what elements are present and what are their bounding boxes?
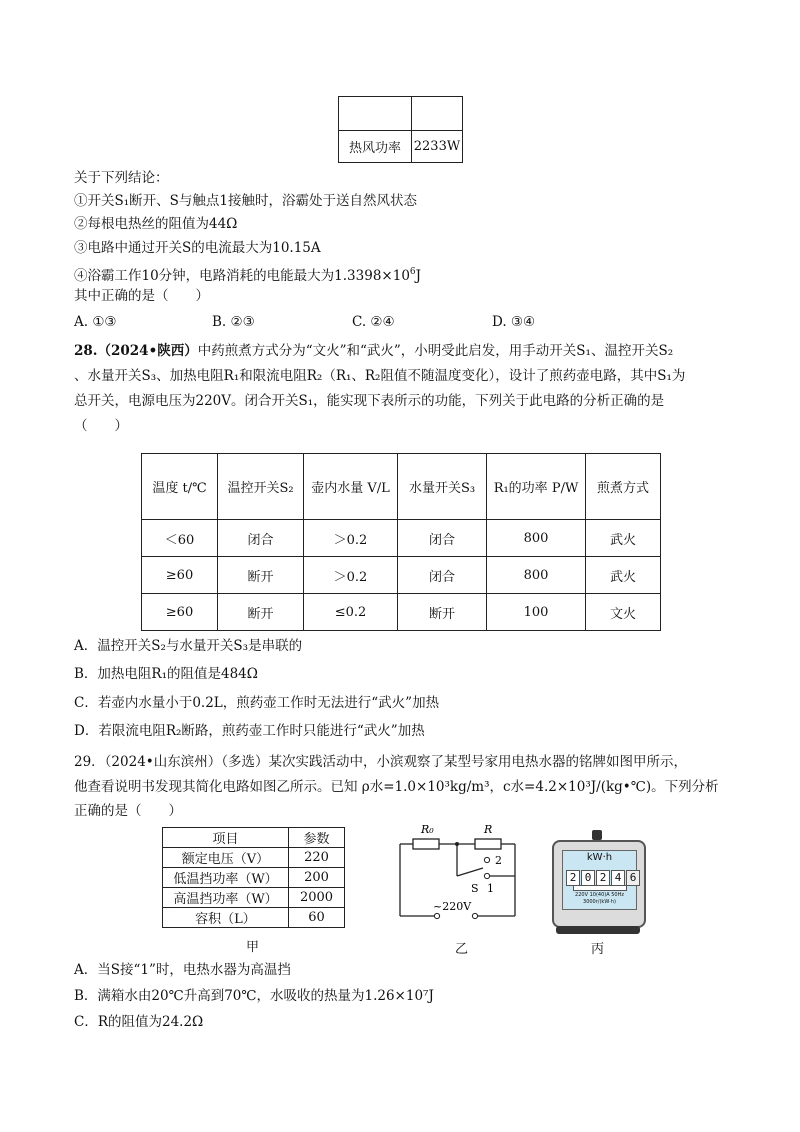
table-cell: ≥60 — [142, 594, 218, 631]
table-cell: 2000 — [289, 888, 345, 908]
q27-statement-4-text: ④浴霸工作10分钟，电路消耗的电能最大为1.3398×10 — [74, 268, 410, 284]
q28-option-b: B．加热电阻R₁的阻值是484Ω — [74, 666, 258, 682]
table-header: 项目 — [163, 828, 289, 848]
table-cell: 800 — [487, 557, 586, 594]
q28-line-1 — [74, 341, 673, 361]
table-cell: 800 — [487, 520, 586, 557]
label-contact-1: 1 — [487, 882, 494, 895]
q28-function-table — [141, 453, 661, 631]
meter-screen — [562, 850, 637, 910]
meter-spec-2: 3000r/(kW·h) — [583, 899, 616, 905]
label-r: R — [484, 823, 493, 836]
table-cell: ＞0.2 — [304, 520, 398, 557]
table-cell: 100 — [487, 594, 586, 631]
table-cell: 断开 — [218, 594, 304, 631]
table-cell: 文火 — [586, 594, 661, 631]
caption-yi: 乙 — [455, 942, 469, 957]
q29-line-2: 他查看说明书发现其简化电路如图乙所示。已知 ρ水=1.0×10³kg/m³，c水=4.2×10³J/(kg•℃)。下列分析 — [74, 779, 719, 795]
table-row — [142, 557, 661, 594]
table-header: 煎煮方式 — [586, 454, 661, 520]
q29-line-3: 正确的是（ ） — [74, 803, 182, 819]
table-cell: 闭合 — [398, 557, 487, 594]
meter-digit: 4 — [611, 870, 625, 886]
q29-option-c: C．R的阻值为24.2Ω — [74, 1014, 204, 1030]
meter-unit: kW·h — [586, 852, 613, 863]
q29-option-b: B．满箱水由20℃升高到70℃，水吸收的热量为1.26×10⁷J — [74, 988, 434, 1004]
meter-disc-window — [573, 885, 627, 891]
table-row — [142, 594, 661, 631]
table-row — [163, 868, 345, 888]
q27-statement-3: ③电路中通过开关S的电流最大为10.15A — [74, 240, 321, 256]
table-cell — [339, 97, 412, 131]
meter-spec-1: 220V 10(40)A 50Hz — [575, 892, 624, 898]
table-cell: 220 — [289, 848, 345, 868]
q28-option-c: C．若壶内水量小于0.2L，煎药壶工作时无法进行“武火”加热 — [74, 695, 440, 711]
table-header: 水量开关S₃ — [398, 454, 487, 520]
table-cell: 热风功率 — [339, 131, 412, 163]
q27-intro: 关于下列结论： — [74, 170, 169, 186]
table-header: 参数 — [289, 828, 345, 848]
label-r0: R₀ — [421, 823, 434, 836]
q27-option-b: B. ②③ — [212, 314, 255, 330]
q27-statement-4-exponent: 6 — [409, 267, 416, 277]
q28-option-a: A．温控开关S₂与水量开关S₃是串联的 — [74, 638, 303, 654]
table-cell — [412, 97, 463, 131]
q27-statement-1: ①开关S₁断开、S与触点1接触时，浴霸处于送自然风状态 — [74, 193, 417, 209]
q29-option-a: A．当S接“1”时，电热水器为高温挡 — [74, 962, 291, 978]
label-contact-2: 2 — [495, 854, 502, 867]
table-cell: 断开 — [398, 594, 487, 631]
q29-line-1: 29．（2024•山东滨州）（多选）某次实践活动中，小滨观察了某型号家用电热水器的铭牌如图甲所示， — [74, 754, 687, 770]
meter-top-tab — [592, 830, 602, 840]
table-cell: 闭合 — [218, 520, 304, 557]
table-cell: 闭合 — [398, 520, 487, 557]
meter-digit: 6 — [626, 870, 640, 886]
table-cell: 200 — [289, 868, 345, 888]
caption-jia: 甲 — [246, 940, 260, 955]
q27-option-a: A. ①③ — [74, 314, 117, 330]
table-row — [142, 520, 661, 557]
table-cell: 额定电压（V） — [163, 848, 289, 868]
table-cell: 武火 — [586, 557, 661, 594]
q27-statement-2: ②每根电热丝的阻值为44Ω — [74, 216, 238, 232]
label-source: ~220V — [433, 900, 472, 913]
caption-bing: 丙 — [591, 942, 605, 957]
table-cell: 武火 — [586, 520, 661, 557]
meter-digit: 0 — [581, 870, 595, 886]
table-header: R₁的功率 P/W — [487, 454, 586, 520]
table-cell: 2233W — [412, 131, 463, 163]
meter-digit: 2 — [566, 870, 580, 886]
table-cell: ＜60 — [142, 520, 218, 557]
table-cell: 断开 — [218, 557, 304, 594]
table-row — [163, 908, 345, 928]
q28-number: 28. — [74, 343, 98, 359]
table-header: 壶内水量 V/L — [304, 454, 398, 520]
q28-option-d: D．若限流电阻R₂断路，煎药壶工作时只能进行“武火”加热 — [74, 723, 425, 739]
heater-nameplate-table — [162, 827, 345, 928]
table-cell: ≤0.2 — [304, 594, 398, 631]
q27-option-d: D. ③④ — [492, 314, 536, 330]
table-cell: ＞0.2 — [304, 557, 398, 594]
table-row — [163, 848, 345, 868]
table-header: 温度 t/℃ — [142, 454, 218, 520]
power-table-fragment — [338, 96, 463, 163]
table-cell: 60 — [289, 908, 345, 928]
table-header: 温控开关S₂ — [218, 454, 304, 520]
q28-line-4: （ ） — [74, 418, 128, 434]
table-cell: 容积（L） — [163, 908, 289, 928]
q27-option-c: C. ②④ — [352, 314, 395, 330]
table-cell: ≥60 — [142, 557, 218, 594]
table-row — [163, 888, 345, 908]
q28-line-2: 、水量开关S₃、加热电阻R₁和限流电阻R₂（R₁、R₂阻值不随温度变化），设计了煎药壶电路，其中S₁为 — [74, 368, 686, 384]
meter-base — [556, 926, 640, 934]
label-switch-s: S — [471, 882, 479, 895]
circuit-diagram — [395, 818, 525, 930]
energy-meter — [552, 840, 646, 928]
table-cell: 低温挡功率（W） — [163, 868, 289, 888]
q28-source: （2024•陕西） — [97, 343, 198, 359]
meter-digit: 2 — [596, 870, 610, 886]
meter-digits — [566, 866, 641, 886]
q27-ask: 其中正确的是（ ） — [74, 288, 209, 304]
table-cell: 高温挡功率（W） — [163, 888, 289, 908]
q27-statement-4 — [74, 262, 421, 286]
q28-line-3: 总开关，电源电压为220V。闭合开关S₁，能实现下表所示的功能，下列关于此电路的分析正确的是 — [74, 393, 665, 409]
q27-statement-4-unit: J — [415, 268, 422, 284]
q28-text-1: 中药煎煮方式分为“文火”和“武火”，小明受此启发，用手动开关S₁、温控开关S₂ — [197, 343, 674, 359]
